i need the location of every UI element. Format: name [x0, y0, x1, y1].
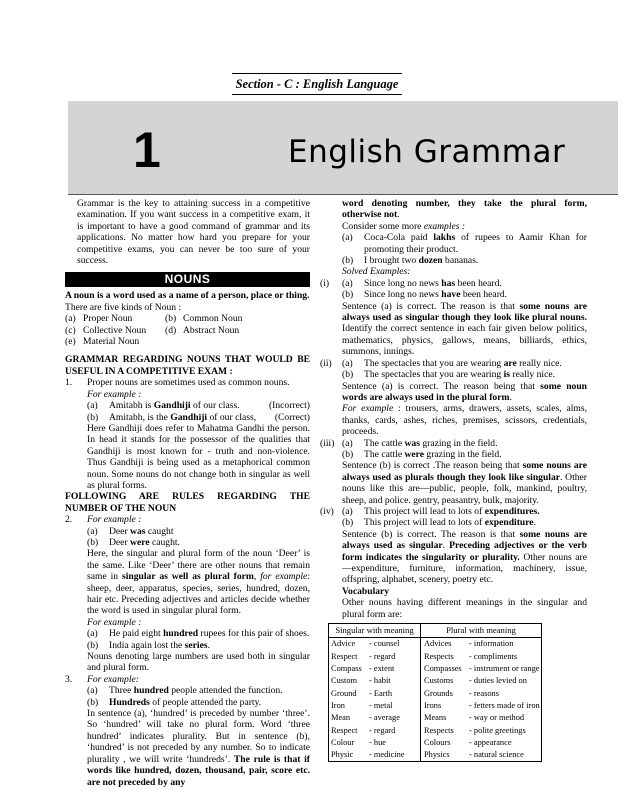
- solved-examples-heading: Solved Examples:: [342, 266, 411, 278]
- cell: Mean: [331, 713, 351, 723]
- chapter-title: English Grammar: [288, 134, 566, 170]
- example-text: He paid eight: [109, 628, 164, 640]
- example-bold: is: [503, 369, 510, 381]
- example-text: The spectacles that you are wearing: [364, 357, 504, 369]
- example-text: grazing in the field.: [424, 448, 502, 460]
- example-number: (i): [320, 277, 330, 289]
- example-text: The cattle: [364, 448, 405, 460]
- cell: Physics: [424, 750, 450, 760]
- rule-2: [65, 514, 310, 525]
- example-text: Deer: [109, 536, 131, 548]
- explanation: [342, 381, 587, 404]
- explanation-text: Identify the correct sentence in each fair given below politics, mathematics, physics, gallows, means, billiards, ethics, summons, innings.: [342, 323, 587, 358]
- table-header: [329, 624, 541, 638]
- example-text: people attended the function.: [168, 685, 283, 697]
- item-label: (a): [87, 685, 98, 697]
- item-label: (a): [342, 232, 353, 244]
- explanation: [65, 708, 310, 788]
- example-text: rupees for this pair of shoes.: [198, 628, 310, 640]
- cell: Custom: [331, 676, 358, 686]
- cell: Irons: [424, 700, 442, 710]
- kinds-intro: There are five kinds of Noun :: [65, 301, 182, 313]
- example-text: really nice.: [509, 369, 555, 381]
- example-text: bananas.: [442, 255, 479, 267]
- cell: - information: [469, 639, 514, 649]
- item-label: (a): [87, 628, 98, 640]
- example-bold: Gandhiji: [170, 411, 208, 423]
- kinds-list: [65, 313, 310, 347]
- example-text: caught.: [149, 536, 180, 548]
- table-row: [329, 688, 541, 700]
- right-column: [320, 198, 587, 762]
- explanation-text: : trousers, arms, drawers, assets, scales, alms, thanks, cards, ashes, riches, premises, scissors, credentials, proceeds.: [342, 403, 587, 438]
- solved-example-3: [320, 438, 587, 506]
- item-label: (b): [87, 411, 99, 423]
- example-bold: hundred: [163, 628, 199, 640]
- rules-heading: GRAMMAR REGARDING NOUNS THAT WOULD BE USEFUL IN A COMPETITIVE EXAM :: [65, 354, 310, 377]
- solved-example-2: [320, 358, 587, 438]
- item-label: (a): [342, 437, 353, 449]
- intro-paragraph: Grammar is the key to attaining success in a competitive examination. If you want success in a competitive exam, it is important to have a good command of grammar and its applications. No matter how hard you prepare for your competitive exams, you can never be too sure of your success.: [77, 198, 310, 267]
- example-item: [320, 232, 587, 255]
- cell: Advices: [424, 639, 452, 649]
- explanation-text: : sheep, deer, apparatus, species, series, hundred, dozen, hair etc. Preceding adjectives and articles decide whether the word is used in singular plural form.: [87, 571, 310, 617]
- example-text: grazing in the field.: [419, 437, 498, 449]
- explanation: [342, 529, 587, 586]
- table-header-plural: Plural with meaning: [446, 625, 516, 636]
- vocabulary-text: Other nouns having different meanings in the singular and plural form are:: [342, 597, 587, 620]
- table-row: [329, 675, 541, 687]
- example-bold: lakhs: [433, 232, 456, 244]
- cell: - average: [367, 712, 421, 724]
- chapter-banner: [68, 101, 618, 194]
- cell: - appearance: [469, 737, 512, 747]
- table-row: [329, 749, 541, 761]
- item-label: (a): [342, 357, 353, 369]
- rule-number: 1.: [65, 377, 73, 389]
- item-label: (b): [87, 536, 99, 548]
- cell: - way or method: [469, 713, 525, 723]
- example-text: .: [533, 517, 536, 529]
- example-bold: have: [441, 289, 461, 301]
- item-label: (a): [87, 400, 98, 412]
- explanation: Nouns denoting large numbers are used both in singular and plural form.: [87, 651, 310, 674]
- example-text: Amitabh is: [109, 400, 154, 412]
- kind-label: (a): [65, 313, 76, 325]
- for-example-label: For example: [342, 403, 394, 415]
- rule-number: 3.: [65, 673, 73, 685]
- explanation-bold: some nouns are always used as singular though they look like plural nouns.: [342, 300, 587, 324]
- cell: - reasons: [469, 688, 499, 698]
- cell: Grounds: [424, 688, 453, 698]
- kind-item: Abstract Noun: [183, 324, 240, 336]
- example-number: (iii): [320, 437, 335, 449]
- example-bold: Gandhiji: [153, 400, 191, 412]
- example-text: Since long no news: [364, 289, 442, 301]
- example-bold: was: [130, 525, 146, 537]
- cell: - polite greetings: [469, 725, 526, 735]
- kind-label: (b): [165, 313, 177, 325]
- cell: - duties levied on: [469, 676, 527, 686]
- item-label: (a): [87, 525, 98, 537]
- solved-example-4: [320, 506, 587, 620]
- cell: - Earth: [367, 688, 421, 700]
- item-label: (b): [342, 255, 354, 267]
- item-label: (a): [342, 505, 353, 517]
- section-header: [232, 73, 402, 95]
- solved-example-1: [320, 278, 587, 358]
- consider-text: Consider some more: [342, 220, 424, 232]
- example-item: [65, 628, 310, 639]
- cell: - natural science: [469, 750, 524, 760]
- example-item: [65, 400, 310, 411]
- explanation: [342, 403, 587, 437]
- table-row: [329, 700, 541, 712]
- rule-number: 2.: [65, 514, 73, 526]
- table-row: [329, 651, 541, 663]
- example-number: (iv): [320, 505, 334, 517]
- example-text: India again lost the: [109, 639, 185, 651]
- example-bold: are: [503, 357, 517, 369]
- explanation-text: Sentence (b) is correct .The reason being that: [342, 460, 523, 472]
- example-bold: hundred: [133, 685, 169, 697]
- cell: - habit: [367, 675, 421, 687]
- meanings-table: [328, 623, 542, 762]
- explanation-text: Other nouns are—expenditure, furniture, information, machinery, issue, offspring, alphabet, scenery, poetry etc.: [342, 551, 588, 586]
- kind-label: (e): [65, 336, 76, 348]
- example-text: of people attended the party.: [149, 696, 262, 708]
- example-number: (ii): [320, 357, 332, 369]
- consider-italic: examples :: [423, 220, 466, 232]
- left-column: [65, 198, 310, 788]
- example-bold: expenditure: [484, 517, 534, 529]
- explanation-italic: , for example: [253, 571, 308, 583]
- cell: - regard: [367, 725, 421, 737]
- example-text: The spectacles that you are wearing: [364, 369, 504, 381]
- kind-label: (c): [65, 324, 76, 336]
- explanation: Here Gandhiji does refer to Mahatma Gandhi the person. In head it stands for the possessor of the qualities that Gandhiji is most known for - truth and non-violence. Thus Gandhiji is being used as a metaphorical common noun. Some nouns do not change both in singular as well as plural forms.: [87, 422, 310, 491]
- table-row: [329, 737, 541, 749]
- cell: - metal: [367, 700, 421, 712]
- example-bold: were: [130, 536, 150, 548]
- example-text: of our class,: [207, 411, 257, 423]
- example-text: Amitabh, is the: [109, 411, 171, 423]
- example-text: caught: [145, 525, 174, 537]
- explanation-text: .: [509, 391, 512, 403]
- explanation-text: Here, the singular and plural form of the noun ‘Deer’ is the same. Like ‘Deer’ there are other nouns that remain same in: [87, 548, 310, 583]
- cell: Colour: [331, 737, 355, 747]
- example-text: .: [207, 639, 210, 651]
- for-example-label: For example :: [87, 388, 142, 400]
- cell: Respect: [331, 651, 358, 661]
- cell: Customs: [424, 676, 454, 686]
- example-bold: dozen: [418, 255, 443, 267]
- rule-3: [65, 674, 310, 685]
- cell: - hue: [367, 737, 421, 749]
- example-text: Since long no news: [364, 277, 442, 289]
- item-label: (b): [87, 639, 99, 651]
- table-row: [329, 712, 541, 724]
- kind-item: Proper Noun: [83, 313, 133, 325]
- cell: Colours: [424, 737, 451, 747]
- table-header-singular: Singular with meaning: [329, 624, 421, 637]
- item-label: (b): [87, 696, 99, 708]
- explanation: [342, 301, 587, 358]
- chapter-number: 1: [133, 122, 161, 178]
- item-label: (a): [342, 277, 353, 289]
- example-bold: Hundreds: [109, 696, 150, 708]
- item-label: (b): [342, 448, 354, 460]
- explanation-bold: some nouns are always used as singular: [342, 528, 587, 552]
- example-item: [65, 685, 310, 696]
- example-text: I brought two: [364, 255, 419, 267]
- vocabulary-heading: Vocabulary: [342, 585, 390, 597]
- explanation-bold: some nouns are always used as plurals though they look like singular: [342, 460, 587, 483]
- cell: - extent: [367, 663, 421, 675]
- section-title: Section - C : English Language: [235, 77, 399, 91]
- example-item: [65, 640, 310, 651]
- example-text: really nice.: [516, 357, 562, 369]
- example-text: Deer: [109, 525, 131, 537]
- example-bold: expenditures.: [484, 505, 540, 517]
- explanation-bold: Preceding adjectives or the verb form indicates the singularity or plurality.: [342, 540, 588, 563]
- cell: Respects: [424, 651, 454, 661]
- cell: - compliments: [469, 651, 518, 661]
- for-example-label: For example :: [87, 514, 142, 526]
- example-item: [320, 255, 587, 266]
- example-item: [65, 412, 310, 423]
- example-text: Coca-Cola paid: [364, 232, 434, 244]
- correctness-tag: (Correct): [274, 411, 310, 423]
- noun-definition: A noun is a word used as a name of a person, place or thing.: [65, 290, 310, 302]
- item-label: (b): [342, 289, 354, 301]
- example-bold: was: [404, 437, 420, 449]
- cell: Advice: [331, 639, 356, 649]
- table-row: [329, 663, 541, 675]
- cell: Ground: [331, 688, 357, 698]
- for-example-label: For example:: [87, 673, 139, 685]
- banner-divider: [68, 194, 618, 195]
- consider-line: [320, 221, 587, 232]
- explanation-text: In sentence (a), ‘hundred’ is preceded by number ‘three’. So ‘hundred’ will take no plural form. Word ‘three hundred’ indicates plurality. But in sentence (b), ‘hundred’ is not preceded by any number. So to indicate plurality , we will write ‘hundreds’.: [87, 708, 310, 765]
- example-item: [65, 697, 310, 708]
- explanation: [65, 548, 310, 616]
- cell: - fetters made of iron: [469, 700, 540, 710]
- cell: Physic: [331, 750, 354, 760]
- rule-1: [65, 377, 310, 388]
- example-text: of rupees to Aamir Khan for promoting their product.: [364, 232, 587, 255]
- correctness-tag: (Incorrect): [268, 400, 310, 412]
- cell: - counsel: [367, 638, 421, 650]
- kind-item: Common Noun: [183, 313, 243, 325]
- explanation: [342, 460, 587, 506]
- cell: - regard: [367, 651, 421, 663]
- example-item: [65, 537, 310, 548]
- kind-item: Material Noun: [83, 336, 140, 348]
- cell: - instrument or range: [469, 664, 540, 674]
- example-bold: has: [441, 277, 456, 289]
- cell: - medicine: [367, 749, 421, 761]
- kind-label: (d): [165, 324, 177, 336]
- table-row: [329, 725, 541, 737]
- example-text: Three: [109, 685, 134, 697]
- example-text: been heard.: [455, 277, 502, 289]
- example-text: The cattle: [364, 437, 405, 449]
- table-row: [329, 638, 541, 650]
- example-text: This project will lead to lots of: [364, 505, 485, 517]
- cell: Compass: [331, 664, 362, 674]
- cell: Means: [424, 713, 447, 723]
- cell: Respects: [424, 725, 454, 735]
- example-text: been heard.: [460, 289, 508, 301]
- example-item: [65, 526, 310, 537]
- example-bold: series: [184, 639, 208, 651]
- rule-continuation: word denoting number, they take the plural form, otherwise not: [342, 198, 587, 221]
- explanation-text: . Other nouns like this are—public, people, folk, mankind, poultry, sheep, and police. gentry, peasantry, bulk, majority.: [342, 471, 588, 506]
- rule-text: Proper nouns are sometimes used as common nouns.: [87, 377, 290, 389]
- explanation-text: Sentence (a) is correct. The reason being that: [342, 380, 541, 392]
- explanation-text: Sentence (b) is correct. The reason is that: [342, 528, 520, 540]
- following-heading: FOLLOWING ARE RULES REGARDING THE NUMBER OF THE NOUN: [65, 491, 310, 514]
- example-text: This project will lead to lots of: [364, 517, 485, 529]
- explanation-bold: singular as well as plural form: [122, 571, 254, 583]
- for-example-label: For example :: [87, 616, 142, 628]
- nouns-heading: NOUNS: [65, 272, 310, 287]
- kind-item: Collective Noun: [83, 324, 147, 336]
- explanation-text: Sentence (a) is correct. The reason is that: [342, 300, 520, 312]
- punctuation: .: [397, 209, 400, 221]
- example-bold: were: [404, 448, 425, 460]
- example-text: of our class.: [190, 400, 240, 412]
- cell: Iron: [331, 700, 345, 710]
- cell: Respect: [331, 725, 358, 735]
- cell: Compasses: [424, 664, 462, 674]
- item-label: (b): [342, 369, 354, 381]
- explanation-bold: The rule is that if words like hundred, dozen, thousand, pair, score etc. are not preceded by any: [87, 753, 311, 788]
- explanation-bold: some noun words are always used in the plural form: [342, 380, 588, 403]
- item-label: (b): [342, 517, 354, 529]
- explanation-text: .: [442, 540, 450, 552]
